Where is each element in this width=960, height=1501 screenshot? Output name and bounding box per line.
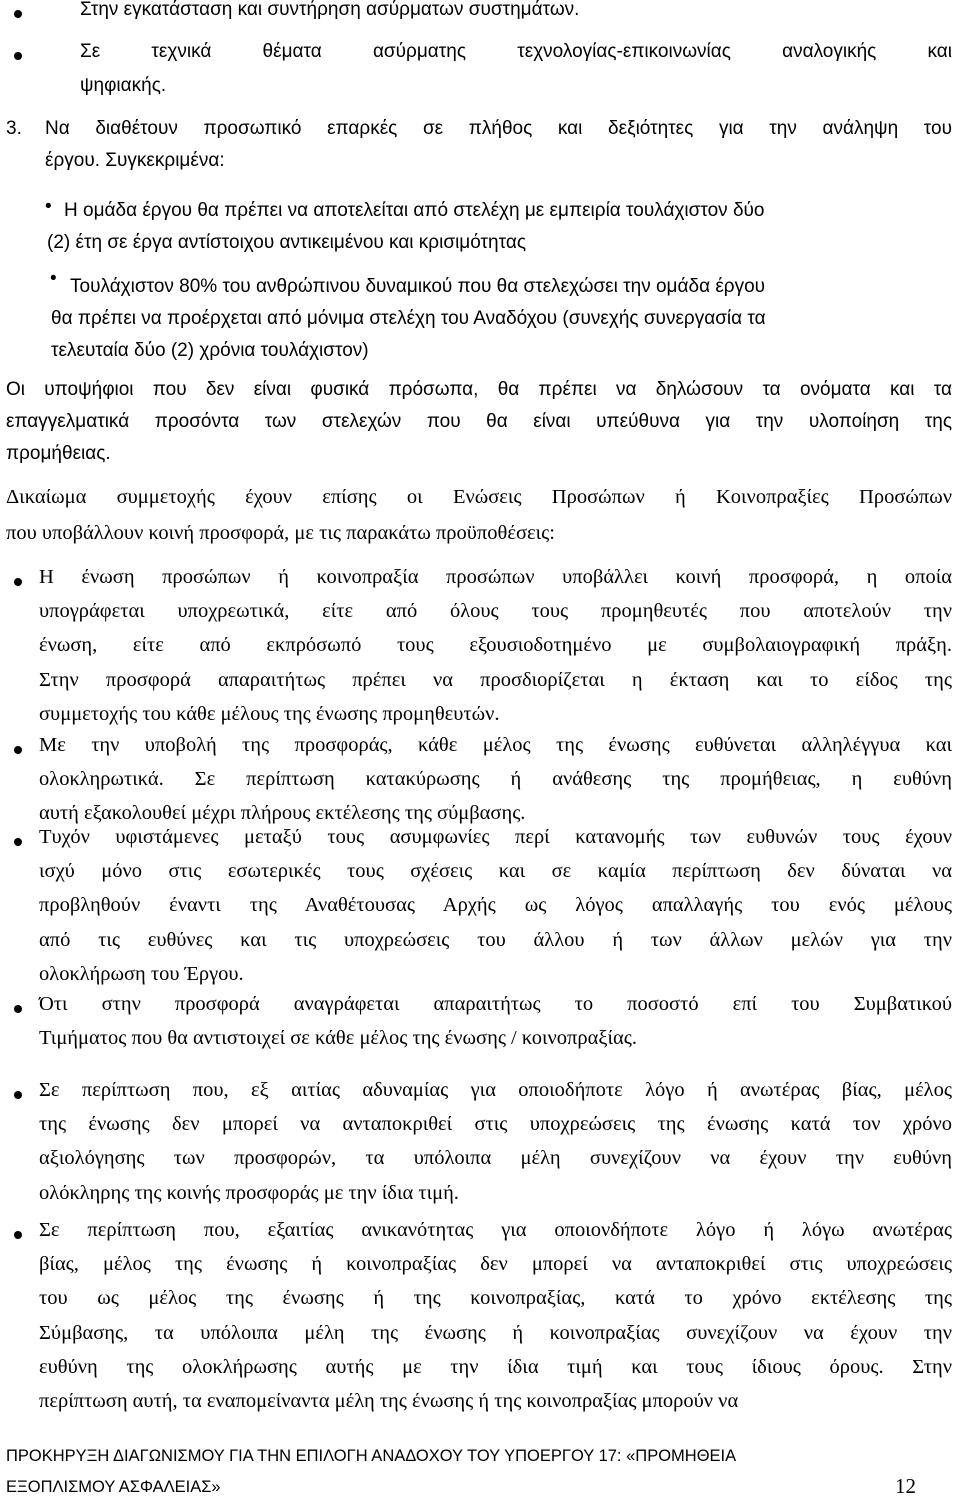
page-number: 12 [895,1474,916,1498]
condition-3-line: προβληθούν έναντι της Αναθέτουσας Αρχής ως λόγος απαλλαγής του ενός μέλους [39,894,952,917]
item-technical-line1: Σε τεχνικά θέματα ασύρματης τεχνολογίας-επικοινωνίας αναλογικής και [80,41,952,62]
condition-6-line: του ως μέλος της ένωσης ή της κοινοπραξίας, κατά το χρόνο εκτέλεσης της [39,1287,952,1310]
condition-5-line: της ένωσης δεν μπορεί να ανταποκριθεί στις υποχρεώσεις της ένωσης κατά τον χρόνο [39,1113,952,1136]
bullet-icon [14,52,22,60]
item-technical-line2: ψηφιακής. [80,75,167,96]
team-line1: Η ομάδα έργου θα πρέπει να αποτελείται από στελέχη με εμπειρία τουλάχιστον δύο [64,200,765,221]
condition-3-line: ολοκλήρωση του Έργου. [39,962,244,985]
condition-2-line: Με την υποβολή της προσφοράς, κάθε μέλος της ένωσης ευθύνεται αλληλέγγυα και [39,734,952,756]
condition-6-line: Σε περίπτωση που, εξαιτίας ανικανότητας για οποιονδήποτε λόγο ή λόγω ανωτέρας [39,1219,952,1241]
condition-1-line: ένωση, είτε από εκπρόσωπό τους εξουσιοδοτημένο με συμβολαιογραφική πράξη. [39,634,952,657]
footer-title-line2: ΕΞΟΠΛΙΣΜΟΥ ΑΣΦΑΛΕΙΑΣ» [6,1478,221,1496]
point-number: 3. [6,118,22,139]
candidates-line2: επαγγελματικά προσόντα των στελεχών που θα είναι υπεύθυνα για την υλοποίηση της [6,411,952,432]
condition-1-line: Στην προσφορά απαραιτήτως πρέπει να προσδιορίζεται η έκταση και το είδος της [39,668,952,691]
small-bullet-icon: • [50,268,57,289]
condition-3-line: Τυχόν υφιστάμενες μεταξύ τους ασυμφωνίες περί κατανομής των ευθυνών τους έχουν [39,826,952,848]
team-line2: (2) έτη σε έργα αντίστοιχου αντικειμένου και κρισιμότητας [47,232,526,253]
condition-6-line: περίπτωση αυτή, τα εναπομείναντα μέλη της ένωσης ή της κοινοπραξίας μπορούν να [39,1390,739,1412]
candidates-line1: Οι υποψήφιοι που δεν είναι φυσικά πρόσωπα, θα πρέπει να δηλώσουν τα ονόματα και τα [6,379,952,400]
condition-6-line: βίας, μέλος της ένωσης ή κοινοπραξίας δεν μπορεί να ανταποκριθεί στις υποχρεώσεις [39,1253,952,1276]
team-line3: Τουλάχιστον 80% του ανθρώπινου δυναμικού που θα στελεχώσει την ομάδα έργου [70,276,766,297]
bullet-icon [14,1005,22,1013]
bullet-icon [14,838,22,846]
condition-1-line: υπογράφεται υποχρεωτικά, είτε από όλους τους προμηθευτές που αποτελούν την [39,600,952,623]
condition-6-line: ευθύνη της ολοκλήρωσης αυτής με την ίδια τιμή και τους ίδιους όρους. Στην [39,1355,952,1378]
condition-5-line: Σε περίπτωση που, εξ αιτίας αδυναμίας για οποιοδήποτε λόγο ή ανωτέρας βίας, μέλος [39,1079,952,1101]
footer-title-line1: ΠΡΟΚΗΡΥΞΗ ΔΙΑΓΩΝΙΣΜΟΥ ΓΙΑ ΤΗΝ ΕΠΙΛΟΓΗ ΑΝΑΔΟΧΟΥ ΤΟΥ ΥΠΟΕΡΓΟΥ 17: «ΠΡΟΜΗΘΕΙΑ [6,1447,737,1465]
condition-3-line: από τις ευθύνες και τις υποχρεώσεις του άλλου ή των άλλων μελών για την [39,928,952,951]
team-line5: τελευταία δύο (2) χρόνια τουλάχιστον) [51,340,369,361]
condition-2-line: αυτή εξακολουθεί μέχρι πλήρους εκτέλεσης της σύμβασης. [39,802,526,825]
condition-1-line: Η ένωση προσώπων ή κοινοπραξία προσώπων υποβάλλει κοινή προσφορά, η οποία [39,566,952,588]
condition-4-line: Τιμήματος που θα αντιστοιχεί σε κάθε μέλος της ένωσης / κοινοπραξίας. [39,1027,638,1050]
condition-3-line: ισχύ μόνο στις εσωτερικές τους σχέσεις και σε καμία περίπτωση δεν δύναται να [39,860,952,883]
condition-6-line: Σύμβασης, τα υπόλοιπα μέλη της ένωσης ή κοινοπραξίας συνεχίζουν να έχουν την [39,1321,952,1344]
point3-line1: Να διαθέτουν προσωπικό επαρκές σε πλήθος και δεξιότητες για την ανάληψη του [45,118,952,139]
bullet-icon [14,10,22,18]
condition-1-line: συμμετοχής του κάθε μέλους της ένωσης προμηθευτών. [39,702,500,725]
point3-line2: έργου. Συγκεκριμένα: [45,150,225,171]
condition-4-line: Ότι στην προσφορά αναγράφεται απαραιτήτως το ποσοστό επί του Συμβατικού [39,993,952,1015]
bullet-icon [14,1091,22,1099]
bullet-icon [14,578,22,586]
team-line4: θα πρέπει να προέρχεται από μόνιμα στελέχη του Αναδόχου (συνεχής συνεργασία τα [51,308,766,329]
condition-5-line: ολόκληρης της κοινής προσφοράς με την ίδια τιμή. [39,1181,459,1204]
bullet-icon [14,1231,22,1239]
right-line2: που υποβάλλουν κοινή προσφορά, με τις παρακάτω προϋποθέσεις: [6,522,555,544]
bullet-icon [14,746,22,754]
right-line1: Δικαίωμα συμμετοχής έχουν επίσης οι Ενώσεις Προσώπων ή Κοινοπραξίες Προσώπων [6,486,952,508]
condition-2-line: ολοκληρωτικά. Σε περίπτωση κατακύρωσης ή ανάθεσης της προμήθειας, η ευθύνη [39,768,952,791]
small-bullet-icon: • [45,196,52,217]
item-install: Στην εγκατάσταση και συντήρηση ασύρματων συστημάτων. [80,0,580,20]
candidates-line3: προμήθειας. [6,443,111,464]
condition-5-line: αξιολόγησης των προσφορών, τα υπόλοιπα μέλη συνεχίζουν να έχουν την ευθύνη [39,1147,952,1170]
